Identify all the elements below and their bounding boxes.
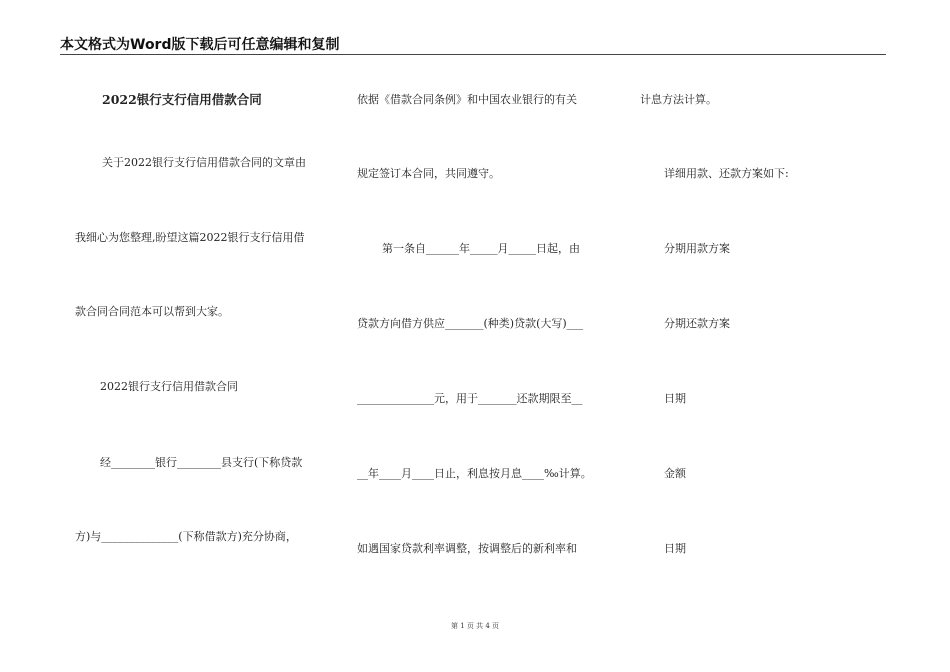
header-divider (60, 54, 886, 55)
paragraph-line: 日期 (664, 542, 686, 555)
paragraph-line: 详细用款、还款方案如下: (664, 167, 789, 180)
paragraph-line: 分期还款方案 (664, 317, 730, 330)
paragraph-line: ______________元，用于_______还款期限至__ (357, 392, 583, 405)
contract-heading: 2022银行支行信用借款合同 (100, 380, 238, 393)
paragraph-line: 金额 (664, 467, 686, 480)
document-title: 2022银行支行信用借款合同 (102, 92, 262, 107)
page-number: 第 1 页 共 4 页 (450, 622, 500, 630)
paragraph-line: 计息方法计算。 (640, 93, 717, 106)
paragraph-line: 方)与______________(下称借款方)充分协商， (75, 530, 297, 543)
paragraph-line: 分期用款方案 (664, 242, 730, 255)
paragraph-line: __年____月____日止，利息按月息____‰计算。 (357, 467, 592, 480)
paragraph-line: 款合同合同范本可以帮到大家。 (75, 305, 229, 318)
document-header: 本文格式为Word版下载后可任意编辑和复制 (60, 37, 340, 53)
paragraph-line: 第一条自______年_____月_____日起，由 (382, 242, 580, 255)
paragraph-line: 关于2022银行支行信用借款合同的文章由 (102, 156, 306, 169)
paragraph-line: 依据《借款合同条例》和中国农业银行的有关 (357, 93, 577, 106)
paragraph-line: 日期 (664, 392, 686, 405)
paragraph-line: 贷款方向借方供应_______(种类)贷款(大写)___ (357, 317, 584, 330)
paragraph-line: 我细心为您整理,盼望这篇2022银行支行信用借 (75, 231, 305, 244)
paragraph-line: 如遇国家贷款利率调整，按调整后的新利率和 (357, 542, 577, 555)
paragraph-line: 经________银行________县支行(下称贷款 (100, 456, 303, 469)
paragraph-line: 规定签订本合同，共同遵守。 (357, 167, 500, 180)
